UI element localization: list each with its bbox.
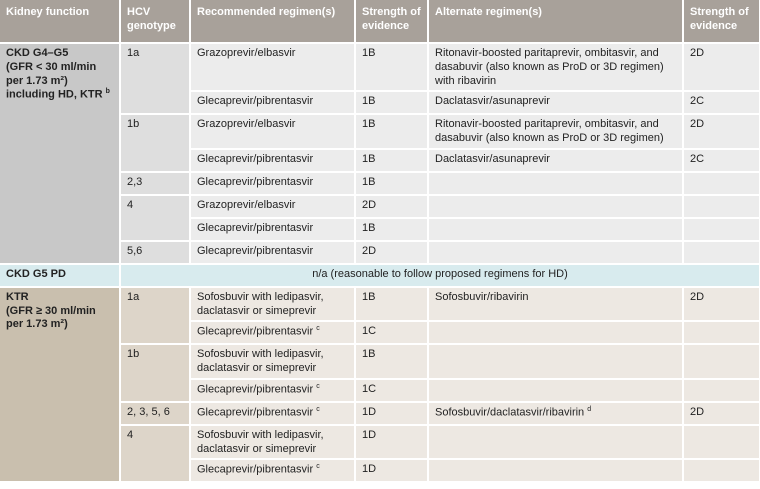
strength-cell: 2D	[355, 241, 428, 264]
recommended-text: Sofosbuvir with ledipasvir, daclatasvir or simeprevir	[197, 290, 324, 317]
recommended-text: Glecaprevir/pibrentasvir	[197, 175, 314, 188]
header-strength-1: Strength of evidence	[355, 0, 428, 43]
header-strength-2: Strength of evidence	[683, 0, 760, 43]
alternate-cell	[428, 241, 683, 264]
kidney-function-sublabel: (GFR < 30 ml/min per 1.73 m²) including HD, KTR	[6, 60, 103, 101]
genotype-cell: 4	[120, 425, 190, 483]
alternate-text: Ritonavir-boosted paritaprevir, ombitasvir, and dasabuvir (also known as ProD or 3D regimen)	[435, 118, 664, 144]
genotype-cell: 1b	[120, 114, 190, 172]
recommended-text: Glecaprevir/pibrentasvir	[197, 406, 314, 419]
strength-cell: 1B	[355, 287, 428, 322]
recommended-text: Sofosbuvir with ledipasvir, daclatasvir or simeprevir	[197, 428, 324, 455]
table-row	[0, 264, 760, 287]
strength-cell: 1B	[355, 43, 428, 91]
strength-cell: 1D	[355, 425, 428, 460]
alt-strength-cell: 2D	[683, 43, 760, 91]
genotype-cell: 4	[120, 195, 190, 241]
recommended-cell	[190, 321, 355, 344]
alt-strength-cell: 2D	[683, 287, 760, 322]
alt-strength-cell	[683, 218, 760, 241]
alt-strength-cell: 2C	[683, 91, 760, 114]
footnote-marker: b	[105, 88, 110, 96]
header-row	[0, 0, 760, 43]
alternate-cell	[428, 149, 683, 172]
strength-cell: 1D	[355, 459, 428, 482]
recommended-cell	[190, 344, 355, 379]
alt-strength-cell	[683, 321, 760, 344]
alternate-cell	[428, 172, 683, 195]
alternate-text: Daclatasvir/asunaprevir	[435, 152, 550, 165]
alt-strength-cell	[683, 344, 760, 379]
strength-cell: 1C	[355, 321, 428, 344]
recommended-text: Grazoprevir/elbasvir	[197, 198, 296, 211]
strength-cell: 2D	[355, 195, 428, 218]
recommended-text: Glecaprevir/pibrentasvir	[197, 383, 314, 396]
alternate-cell	[428, 195, 683, 218]
recommended-cell	[190, 402, 355, 425]
recommended-text: Grazoprevir/elbasvir	[197, 118, 296, 131]
recommended-cell	[190, 91, 355, 114]
header-hcv-genotype: HCV genotype	[120, 0, 190, 43]
alternate-cell	[428, 402, 683, 425]
recommended-text: Glecaprevir/pibrentasvir	[197, 152, 314, 165]
alt-strength-cell	[683, 459, 760, 482]
strength-cell: 1D	[355, 402, 428, 425]
footnote-marker: c	[316, 382, 320, 390]
alternate-cell	[428, 425, 683, 460]
alt-strength-cell	[683, 195, 760, 218]
alternate-cell	[428, 91, 683, 114]
footnote-marker: c	[316, 405, 320, 413]
kidney-function-cell	[0, 287, 120, 483]
recommended-text: Grazoprevir/elbasvir	[197, 47, 296, 59]
alternate-cell	[428, 114, 683, 149]
recommended-text: Glecaprevir/pibrentasvir	[197, 325, 314, 338]
strength-cell: 1B	[355, 344, 428, 379]
alternate-cell	[428, 459, 683, 482]
recommended-cell	[190, 218, 355, 241]
alternate-cell	[428, 344, 683, 379]
recommended-cell	[190, 379, 355, 402]
alt-strength-cell	[683, 241, 760, 264]
alt-strength-cell: 2C	[683, 149, 760, 172]
table-row	[0, 287, 760, 322]
alt-strength-cell: 2D	[683, 402, 760, 425]
strength-cell: 1B	[355, 172, 428, 195]
recommended-cell	[190, 241, 355, 264]
recommended-text: Glecaprevir/pibrentasvir	[197, 221, 314, 234]
footnote-marker: d	[587, 405, 592, 413]
alternate-cell	[428, 379, 683, 402]
strength-cell: 1B	[355, 91, 428, 114]
alternate-cell	[428, 218, 683, 241]
recommended-text: Glecaprevir/pibrentasvir	[197, 244, 314, 257]
alt-strength-cell	[683, 425, 760, 460]
footnote-marker: c	[316, 325, 320, 333]
recommended-cell	[190, 287, 355, 322]
alt-strength-cell	[683, 379, 760, 402]
recommended-cell	[190, 195, 355, 218]
header-kidney-function: Kidney function	[0, 0, 120, 43]
genotype-cell: 1a	[120, 43, 190, 114]
recommended-text: Sofosbuvir with ledipasvir, daclatasvir or simeprevir	[197, 348, 324, 374]
alt-strength-cell	[683, 172, 760, 195]
recommended-text: Glecaprevir/pibrentasvir	[197, 95, 314, 108]
strength-cell: 1B	[355, 114, 428, 149]
alternate-cell	[428, 43, 683, 91]
recommended-cell	[190, 172, 355, 195]
recommended-cell	[190, 425, 355, 460]
recommended-text: Glecaprevir/pibrentasvir	[197, 463, 314, 476]
genotype-cell: 1b	[120, 344, 190, 402]
genotype-cell: 2,3	[120, 172, 190, 195]
kidney-function-cell	[0, 43, 120, 264]
strength-cell: 1B	[355, 149, 428, 172]
alternate-text: Ritonavir-boosted paritaprevir, ombitasvir, and dasabuvir (also known as ProD or 3D regimen) with ribavirin	[435, 47, 664, 87]
strength-cell: 1C	[355, 379, 428, 402]
strength-cell: 1B	[355, 218, 428, 241]
kidney-function-cell: CKD G5 PD	[0, 264, 120, 287]
recommended-cell	[190, 43, 355, 91]
alternate-text: Sofosbuvir/daclatasvir/ribavirin	[435, 406, 585, 419]
recommended-cell	[190, 459, 355, 482]
footnote-marker: c	[316, 463, 320, 471]
genotype-cell: 5,6	[120, 241, 190, 264]
recommended-cell	[190, 114, 355, 149]
kidney-function-sublabel: (GFR ≥ 30 ml/min per 1.73 m²)	[6, 304, 96, 331]
alternate-cell	[428, 321, 683, 344]
alternate-text: Daclatasvir/asunaprevir	[435, 95, 550, 108]
alt-strength-cell: 2D	[683, 114, 760, 149]
kidney-function-label: CKD G4–G5	[6, 47, 69, 59]
kidney-function-label: KTR	[6, 290, 29, 303]
genotype-cell: 1a	[120, 287, 190, 345]
table-row	[0, 43, 760, 91]
alternate-cell	[428, 287, 683, 322]
header-recommended: Recommended regimen(s)	[190, 0, 355, 43]
genotype-cell: 2, 3, 5, 6	[120, 402, 190, 425]
alternate-text: Sofosbuvir/ribavirin	[435, 290, 529, 303]
recommended-cell	[190, 149, 355, 172]
pd-note-cell: n/a (reasonable to follow proposed regimens for HD)	[120, 264, 760, 287]
header-alternate: Alternate regimen(s)	[428, 0, 683, 43]
